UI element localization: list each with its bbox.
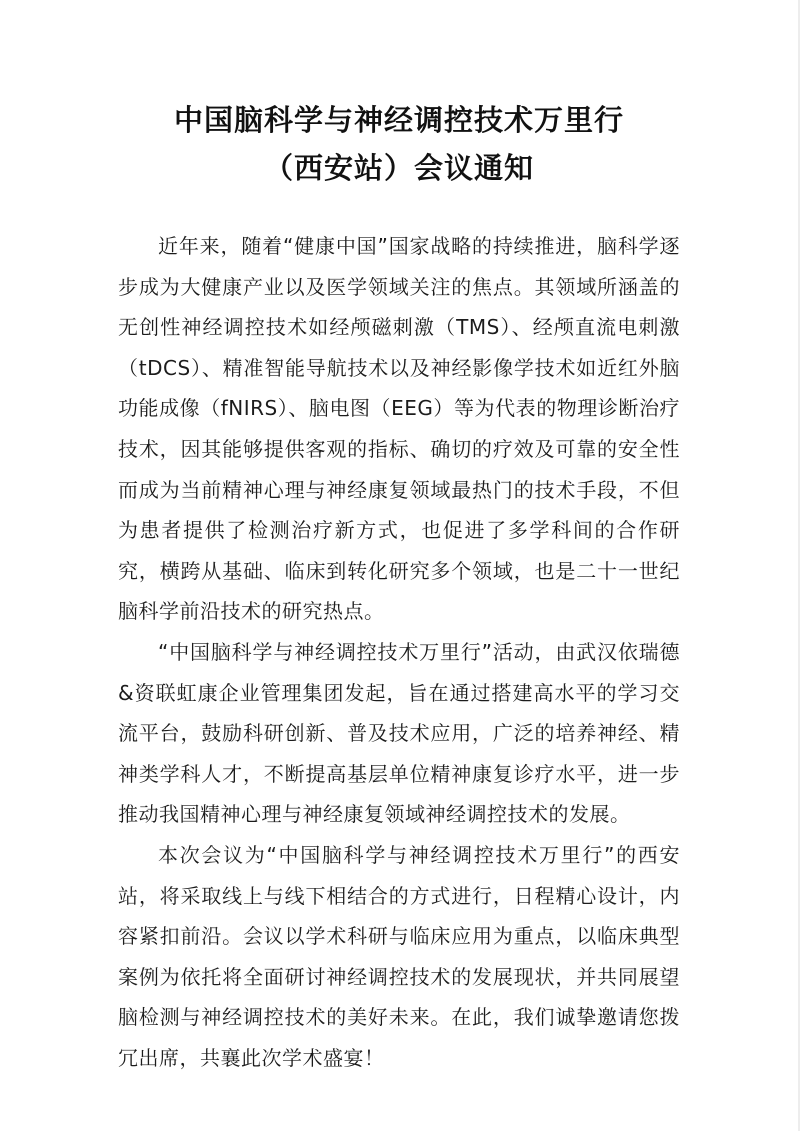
paragraph-organizer: “中国脑科学与神经调控技术万里行”活动，由武汉依瑞德&资联虹康企业管理集团发起，旨在通过搭建高水平的学习交流平台，鼓励科研创新、普及技术应用，广泛的培养神经、精神类学科人才，不断提高基层单位精神康复诊疗水平，进一步推动我国精神心理与神经康复领域神经调控技术的发展。	[118, 639, 680, 827]
title-line-2: （西安站）会议通知	[263, 151, 534, 185]
title-line-1: 中国脑科学与神经调控技术万里行	[173, 103, 624, 137]
paragraph-invitation: 本次会议为“中国脑科学与神经调控技术万里行”的西安站，将采取线上与线下相结合的方式进行，日程精心设计，内容紧扣前沿。会议以学术科研与临床应用为重点，以临床典型案例为依托将全面研讨神经调控技术的发展现状，并共同展望脑检测与神经调控技术的美好未来。在此，我们诚挚邀请您拨冗出席，共襄此次学术盛宴！	[118, 842, 680, 1070]
document-title	[0, 0, 798, 192]
document-body	[118, 226, 680, 1078]
paragraph-intro: 近年来，随着“健康中国”国家战略的持续推进，脑科学逐步成为大健康产业以及医学领域关注的焦点。其领域所涵盖的无创性神经调控技术如经颅磁刺激（TMS）、经颅直流电刺激（tDCS）、精准智能导航技术以及神经影像学技术如近红外脑功能成像（fNIRS）、脑电图（EEG）等为代表的物理诊断治疗技术，因其能够提供客观的指标、确切的疗效及可靠的安全性而成为当前精神心理与神经康复领域最热门的技术手段，不但为患者提供了检测治疗新方式，也促进了多学科间的合作研究，横跨从基础、临床到转化研究多个领域，也是二十一世纪脑科学前沿技术的研究热点。	[118, 234, 680, 624]
